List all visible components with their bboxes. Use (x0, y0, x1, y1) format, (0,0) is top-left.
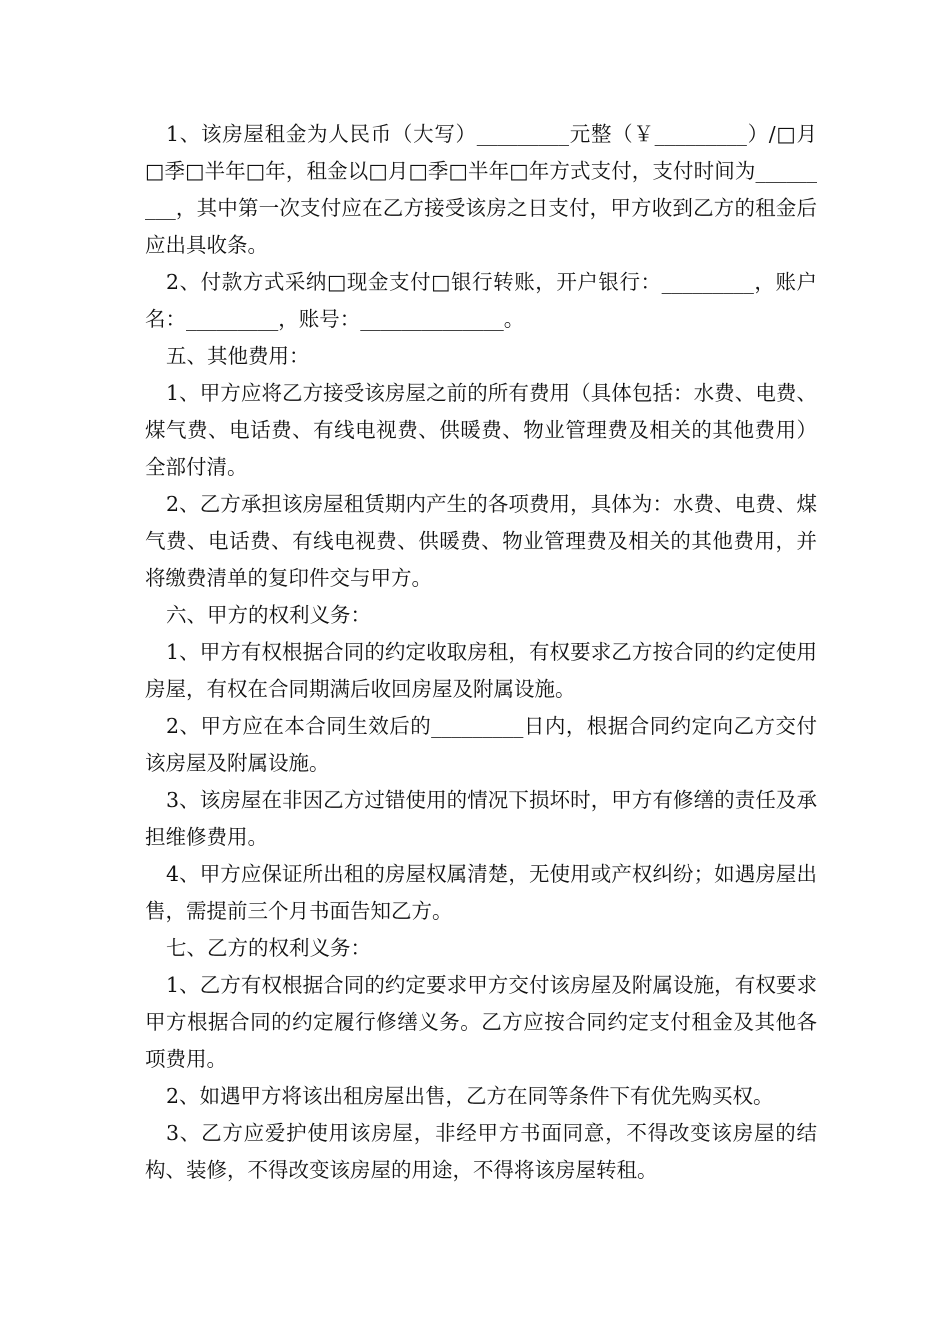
tenant-rights-clause-1: 1、乙方有权根据合同的约定要求甲方交付该房屋及附属设施，有权要求甲方根据合同的约定履行修缮义务。乙方应按合同约定支付租金及其他各项费用。 (145, 973, 817, 1071)
landlord-rights-clause-2: 2、甲方应在本合同生效后的_________日内，根据合同约定向乙方交付该房屋及附属设施。 (145, 714, 817, 775)
section-heading-other-fees: 五、其他费用： (166, 344, 310, 368)
section-heading-tenant-rights: 七、乙方的权利义务： (166, 936, 371, 960)
payment-method-clause: 2、付款方式采纳□现金支付□银行转账，开户银行：_________，账户名：_________，账号：______________。 (145, 270, 817, 331)
tenant-rights-clause-3: 3、乙方应爱护使用该房屋，非经甲方书面同意，不得改变该房屋的结构、装修，不得改变该房屋的用途，不得将该房屋转租。 (145, 1121, 817, 1182)
rent-amount-clause: 1、该房屋租金为人民币（大写）_________元整（￥_________）/□月□季□半年□年，租金以□月□季□半年□年方式支付，支付时间为_________，其中第一次支付应在乙方接受该房之日支付，甲方收到乙方的租金后应出具收条。 (145, 122, 817, 257)
tenant-fees-clause: 2、乙方承担该房屋租赁期内产生的各项费用，具体为：水费、电费、煤气费、电话费、有线电视费、供暖费、物业管理费及相关的其他费用，并将缴费清单的复印件交与甲方。 (145, 492, 817, 590)
tenant-rights-clause-2: 2、如遇甲方将该出租房屋出售，乙方在同等条件下有优先购买权。 (166, 1084, 774, 1108)
document-body (145, 116, 817, 1189)
landlord-rights-clause-3: 3、该房屋在非因乙方过错使用的情况下损坏时，甲方有修缮的责任及承担维修费用。 (145, 788, 817, 849)
landlord-rights-clause-4: 4、甲方应保证所出租的房屋权属清楚，无使用或产权纠纷；如遇房屋出售，需提前三个月书面告知乙方。 (145, 862, 817, 923)
landlord-rights-clause-1: 1、甲方有权根据合同的约定收取房租，有权要求乙方按合同的约定使用房屋，有权在合同期满后收回房屋及附属设施。 (145, 640, 817, 701)
landlord-prior-fees-clause: 1、甲方应将乙方接受该房屋之前的所有费用（具体包括：水费、电费、煤气费、电话费、有线电视费、供暖费、物业管理费及相关的其他费用）全部付清。 (145, 381, 817, 479)
section-heading-landlord-rights: 六、甲方的权利义务： (166, 603, 371, 627)
